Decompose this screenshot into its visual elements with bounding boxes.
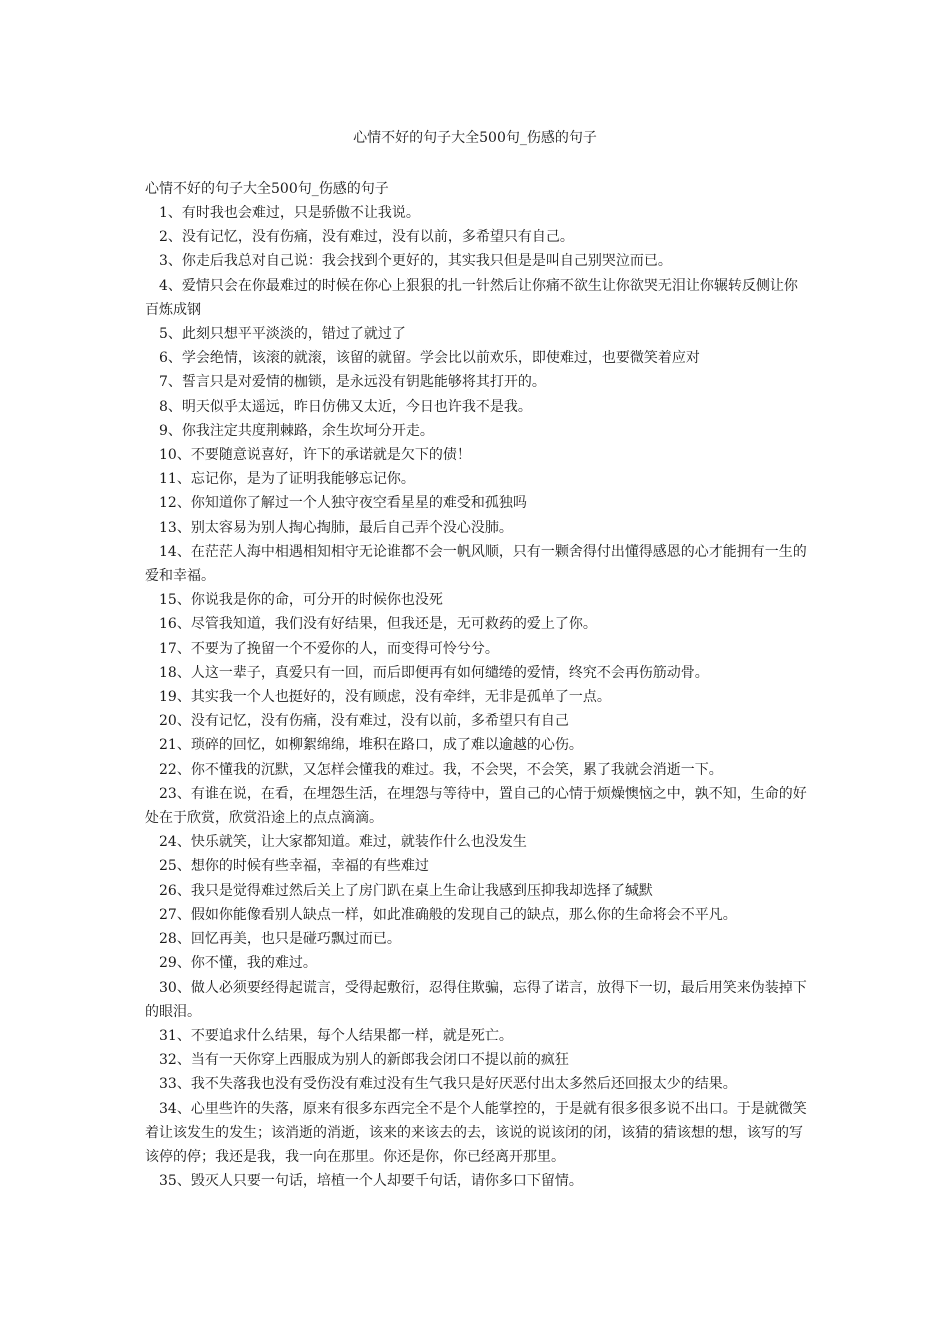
list-item: 14、在茫茫人海中相遇相知相守无论谁都不会一帆风顺，只有一颗舍得付出懂得感恩的心才能拥有一生的爱和幸福。 bbox=[145, 543, 807, 585]
list-item: 29、你不懂，我的难过。 bbox=[159, 955, 317, 972]
list-item: 23、有谁在说，在看，在埋怨生活，在埋怨与等待中，置自己的心情于烦燥懊恼之中，孰不知，生命的好处在于欣赏，欣赏沿途上的点点滴滴。 bbox=[145, 785, 807, 827]
list-item: 13、别太容易为别人掏心掏肺，最后自己弄个没心没肺。 bbox=[159, 519, 513, 536]
document-body bbox=[145, 177, 810, 1193]
list-item: 32、当有一天你穿上西服成为别人的新郎我会闭口不提以前的疯狂 bbox=[159, 1052, 569, 1069]
list-item: 30、做人必须要经得起谎言，受得起敷衍，忍得住欺骗，忘得了诺言，放得下一切，最后用笑来伪装掉下的眼泪。 bbox=[145, 979, 807, 1020]
list-item: 24、快乐就笑，让大家都知道。难过，就装作什么也没发生 bbox=[159, 834, 527, 851]
list-item: 33、我不失落我也没有受伤没有难过没有生气我只是好厌恶付出太多然后还回报太少的结果。 bbox=[159, 1076, 737, 1093]
list-item: 10、不要随意说喜好，许下的承诺就是欠下的债！ bbox=[159, 447, 471, 464]
list-item: 19、其实我一个人也挺好的，没有顾虑，没有牵绊，无非是孤单了一点。 bbox=[159, 689, 611, 706]
sentence-list bbox=[145, 201, 810, 1193]
list-item: 5、此刻只想平平淡淡的，错过了就过了 bbox=[159, 326, 406, 343]
list-item: 6、学会绝情，该滚的就滚，该留的就留。学会比以前欢乐，即使难过，也要微笑着应对 bbox=[159, 350, 700, 367]
list-item: 22、你不懂我的沉默，又怎样会懂我的难过。我，不会哭，不会笑，累了我就会消逝一下。 bbox=[159, 761, 723, 778]
list-item: 7、誓言只是对爱情的枷锁，是永远没有钥匙能够将其打开的。 bbox=[159, 374, 546, 391]
list-item: 31、不要追求什么结果，每个人结果都一样，就是死亡。 bbox=[159, 1027, 513, 1044]
list-item: 18、人这一辈子，真爱只有一回，而后即便再有如何缱绻的爱情，终究不会再伤筋动骨。 bbox=[159, 664, 709, 681]
list-item: 17、不要为了挽留一个不爱你的人，而变得可怜兮兮。 bbox=[159, 640, 499, 657]
list-item: 12、你知道你了解过一个人独守夜空看星星的难受和孤独吗 bbox=[159, 495, 527, 512]
document-title: 心情不好的句子大全500句_伤感的句子 bbox=[353, 130, 597, 146]
list-item: 4、爱情只会在你最难过的时候在你心上狠狠的扎一针然后让你痛不欲生让你欲哭无泪让你辗转反侧让你百炼成钢 bbox=[145, 277, 798, 318]
list-item: 1、有时我也会难过，只是骄傲不让我说。 bbox=[159, 205, 420, 221]
document-subtitle: 心情不好的句子大全500句_伤感的句子 bbox=[145, 181, 389, 197]
list-item: 21、琐碎的回忆，如柳絮绵绵，堆积在路口，成了难以逾越的心伤。 bbox=[159, 737, 583, 754]
list-item: 27、假如你能像看别人缺点一样，如此准确般的发现自己的缺点，那么你的生命将会不平凡。 bbox=[159, 906, 737, 923]
list-item: 26、我只是觉得难过然后关上了房门趴在桌上生命让我感到压抑我却选择了缄默 bbox=[159, 882, 653, 899]
list-item: 2、没有记忆，没有伤痛，没有难过，没有以前，多希望只有自己。 bbox=[159, 229, 574, 246]
list-item: 35、毁灭人只要一句话，培植一个人却要千句话，请你多口下留情。 bbox=[159, 1173, 583, 1190]
list-item: 3、你走后我总对自己说：我会找到个更好的，其实我只但是是叫自己别哭泣而已。 bbox=[159, 253, 672, 270]
list-item: 8、明天似乎太遥远，昨日仿佛又太近，今日也许我不是我。 bbox=[159, 398, 532, 415]
list-item: 15、你说我是你的命，可分开的时候你也没死 bbox=[159, 592, 443, 609]
list-item: 11、忘记你，是为了证明我能够忘记你。 bbox=[159, 471, 415, 488]
list-item: 25、想你的时候有些幸福，幸福的有些难过 bbox=[159, 858, 429, 875]
list-item: 20、没有记忆，没有伤痛，没有难过，没有以前，多希望只有自己 bbox=[159, 713, 569, 730]
list-item: 16、尽管我知道，我们没有好结果，但我还是，无可救药的爱上了你。 bbox=[159, 616, 597, 633]
list-item: 34、心里些许的失落，原来有很多东西完全不是个人能掌控的，于是就有很多很多说不出口。于是就微笑着让该发生的发生；该消逝的消逝，该来的来该去的去，该说的说该闭的闭，该猜的猜该想的想，该写的写该停的停；我还是我，我一向在那里。你还是你，你已经离开那里。 bbox=[145, 1100, 807, 1165]
list-item: 28、回忆再美，也只是碰巧飘过而已。 bbox=[159, 931, 401, 948]
list-item: 9、你我注定共度荆棘路，余生坎坷分开走。 bbox=[159, 422, 434, 439]
